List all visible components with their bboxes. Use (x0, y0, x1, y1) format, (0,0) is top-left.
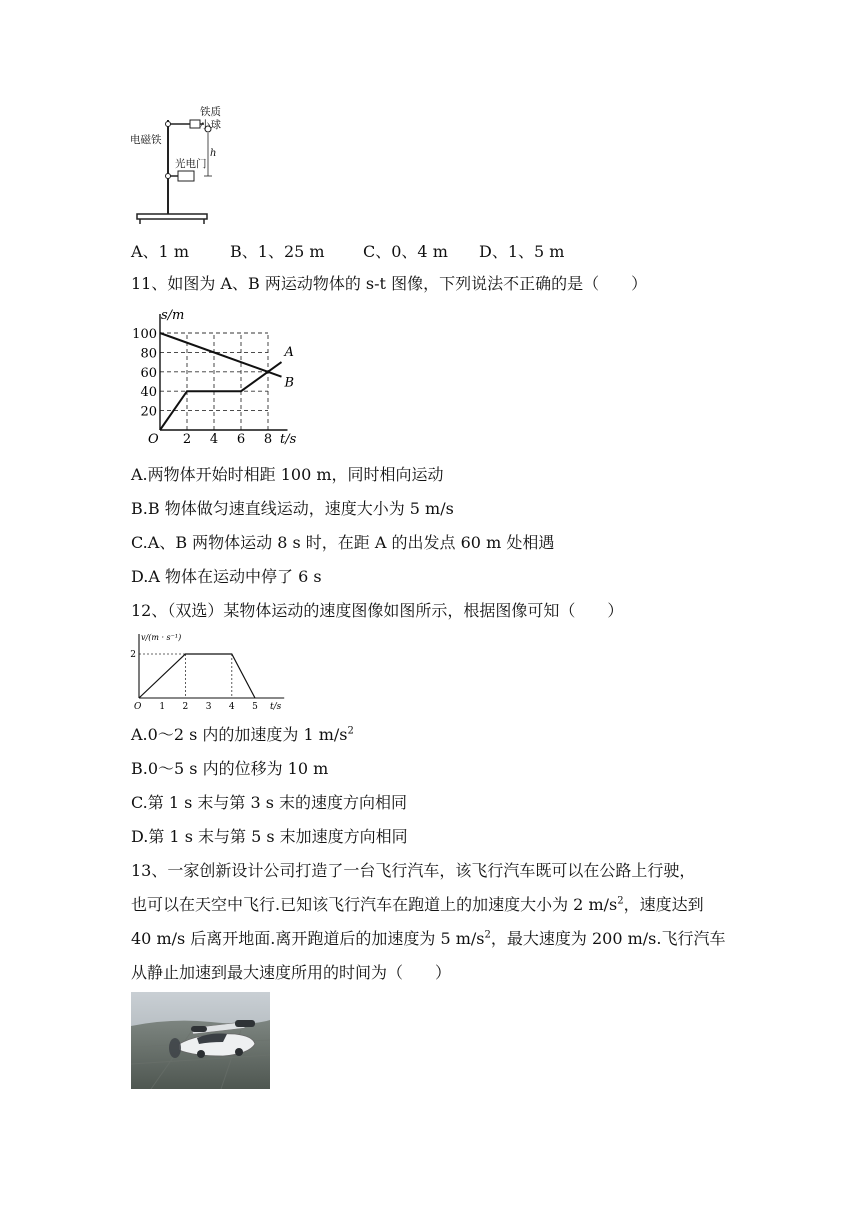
vt-graph (128, 630, 288, 712)
vt-x-tick-1: 1 (159, 702, 166, 712)
st-origin-label: O (148, 432, 159, 447)
q13-line-3a: 40 m/s 后离开地面.离开跑道后的加速度为 5 m/s (131, 929, 485, 948)
vt-x-axis-label: t/s (270, 702, 282, 712)
q13-line-3 (131, 927, 725, 951)
st-y-tick-60: 60 (140, 365, 157, 381)
st-x-tick-6: 6 (236, 432, 246, 447)
st-series-label-A: A (284, 345, 294, 361)
vt-x-tick-5: 5 (252, 702, 258, 712)
q13-line-4: 从静止加速到最大速度所用的时间为（ ） (131, 963, 452, 982)
q12-stem: 12、（双选）某物体运动的速度图像如图所示，根据图像可知（ ） (131, 601, 624, 620)
vt-y-axis-label: v/(m · s⁻¹) (141, 633, 182, 642)
q13-line-2-sup: 2 (617, 895, 624, 907)
q10-option-a: A、1 m (131, 242, 189, 261)
label-magnet: 电磁铁 (130, 134, 162, 146)
st-x-tick-8: 8 (263, 432, 273, 447)
q10-option-b: B、1、25 m (230, 242, 325, 261)
vt-x-tick-4: 4 (228, 702, 235, 712)
st-series-B (160, 333, 282, 377)
q13-line-2b: ，速度达到 (623, 895, 704, 914)
st-y-tick-80: 80 (140, 346, 157, 362)
q12-option-c: C.第 1 s 末与第 3 s 末的速度方向相同 (131, 793, 408, 812)
q13-line-1: 13、一家创新设计公司打造了一台飞行汽车，该飞行汽车既可以在公路上行驶， (131, 861, 696, 880)
st-y-tick-100: 100 (132, 327, 157, 342)
vt-y-tick-2: 2 (130, 650, 136, 660)
vt-origin-label: O (134, 702, 142, 712)
flying-car-photo (131, 992, 270, 1089)
st-y-tick-20: 20 (140, 404, 157, 420)
q12-option-a-sup: 2 (347, 725, 354, 737)
st-graph (128, 306, 308, 452)
q12-option-d: D.第 1 s 末与第 5 s 末加速度方向相同 (131, 827, 408, 846)
photogate-apparatus-figure (128, 100, 224, 226)
vt-x-tick-3: 3 (205, 702, 212, 712)
q10-option-d: D、1、5 m (479, 242, 565, 261)
q12-option-a-text: A.0～2 s 内的加速度为 1 m/s (131, 725, 348, 744)
vt-series-line (139, 654, 255, 698)
q13-line-2a: 也可以在天空中飞行.已知该飞行汽车在跑道上的加速度大小为 2 m/s (131, 895, 618, 914)
label-ball-2: 小球 (200, 119, 221, 131)
st-series-A (160, 362, 282, 430)
label-ball-1: 铁质 (200, 106, 221, 118)
st-x-tick-4: 4 (209, 432, 219, 447)
q11-option-a: A.两物体开始时相距 100 m，同时相向运动 (131, 465, 444, 484)
q13-line-3b: ，最大速度为 200 m/s.飞行汽车 (490, 929, 726, 948)
st-series-label-B: B (284, 375, 295, 391)
label-gate: 光电门 (175, 158, 207, 170)
q11-option-d: D.A 物体在运动中停了 6 s (131, 567, 322, 586)
q10-option-c: C、0、4 m (363, 242, 448, 261)
q11-option-b: B.B 物体做匀速直线运动，速度大小为 5 m/s (131, 499, 454, 518)
q13-line-3-sup: 2 (484, 929, 491, 941)
st-x-axis-label: t/s (280, 432, 297, 447)
q13-line-2 (131, 893, 704, 917)
q12-option-b: B.0～5 s 内的位移为 10 m (131, 759, 329, 778)
q12-option-a (131, 723, 354, 747)
st-y-tick-40: 40 (140, 385, 157, 401)
st-y-axis-label: s/m (161, 308, 185, 323)
q11-option-c: C.A、B 两物体运动 8 s 时，在距 A 的出发点 60 m 处相遇 (131, 533, 555, 552)
label-h: h (210, 148, 217, 159)
vt-x-tick-2: 2 (182, 702, 189, 712)
q11-stem: 11、如图为 A、B 两运动物体的 s-t 图像，下列说法不正确的是（ ） (131, 274, 648, 293)
st-x-tick-2: 2 (182, 432, 192, 447)
